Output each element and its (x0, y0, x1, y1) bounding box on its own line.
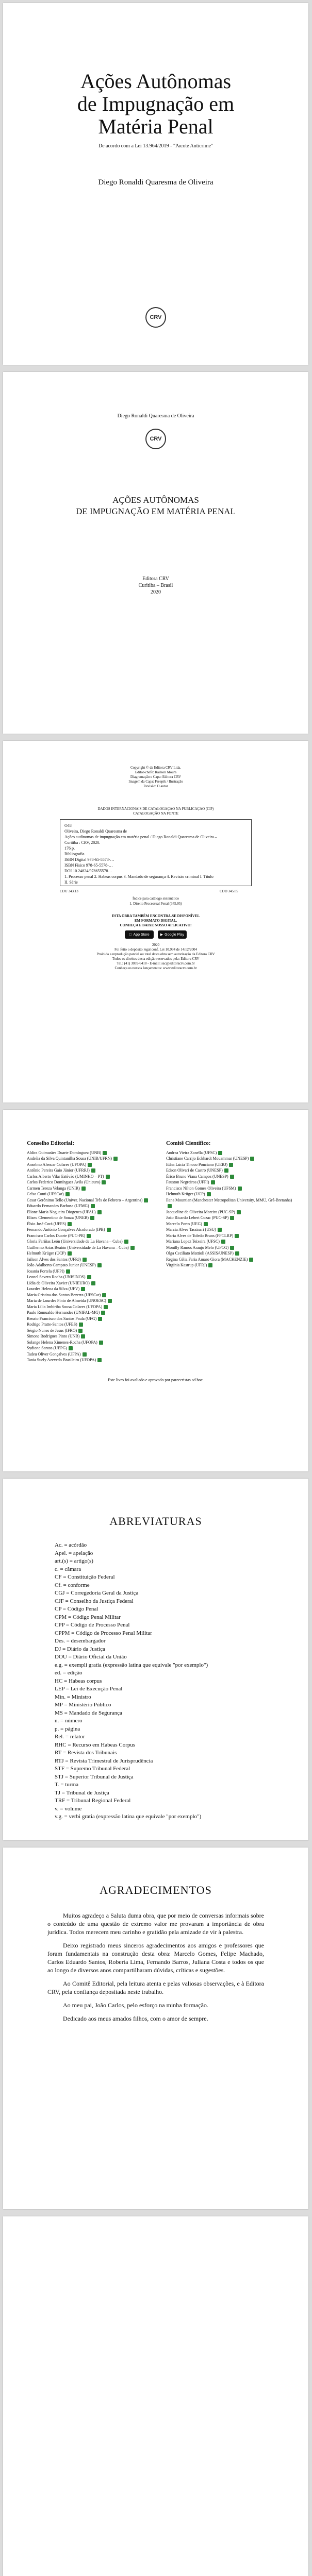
committee-member-name: Edna Lúcia Tinoco Ponciano (UERJ) (166, 1162, 228, 1167)
editorial-member-name: Carlos Federico Domínguez Avila (Unieuro) (27, 1180, 101, 1184)
editorial-member (27, 1203, 156, 1209)
index-line: 1. Direito Processual Penal (345.05) (129, 902, 182, 906)
editorial-member (27, 1321, 156, 1328)
lattes-badge-icon (103, 1151, 107, 1155)
editorial-member-name: Rodrigo Pratte-Santos (UFES) (27, 1322, 77, 1327)
committee-member (166, 1250, 295, 1257)
editorial-member-name: Lourdes Helena da Silva (UFV) (27, 1286, 80, 1291)
editorial-member (27, 1286, 156, 1292)
editorial-member-name: Lídia de Oliveira Xavier (UNIEURO) (27, 1280, 90, 1285)
google-play-label: Google Play (165, 933, 185, 937)
committee-member (166, 1209, 295, 1215)
editorial-board-heading: Conselho Editorial: (27, 1140, 74, 1146)
editorial-member-name: Elione Maria Nogueira Diogenes (UFAL) (27, 1209, 96, 1214)
editorial-board-list (27, 1150, 156, 1363)
lattes-badge-icon (91, 1168, 95, 1173)
editorial-member (27, 1179, 156, 1185)
cip-line: Oliveira, Diego Ronaldi Quaresma de (64, 829, 127, 834)
cip-subheading-line: CATALOGAÇÃO NA FONTE (133, 811, 178, 816)
copyright-page (3, 741, 308, 1103)
editorial-member (27, 1221, 156, 1227)
committee-member (166, 1215, 295, 1221)
committee-column (166, 1141, 295, 1268)
editorial-member-name: Renato Francisco dos Santos Paula (UFG) (27, 1316, 97, 1321)
editorial-member-name: Jailson Alves dos Santos (UFRJ) (27, 1257, 81, 1262)
legal-footer-line: Conheça os nossos lançamentos: www.editoracrv.com.br (114, 966, 197, 970)
peer-review-note: Este livro foi avaliado e aprovado por pareceristas ad hoc. (108, 1378, 204, 1382)
lattes-badge-icon (211, 1180, 215, 1184)
editorial-member (27, 1209, 156, 1215)
editorial-member (27, 1340, 156, 1346)
credit-line: Imagem da Capa: Freepik / Ilustração (128, 779, 183, 784)
editorial-member-name: Cesar Gerônimo Tello (Univer. Nacional Três de Febrero – Argentina) (27, 1197, 143, 1202)
credit-line: Copyright © da Editora CRV Ltda. (130, 766, 181, 770)
editorial-member-name: Gloria Fariñas León (Universidade de La Havana – Cuba) (27, 1239, 123, 1244)
cover-page (3, 3, 308, 365)
abbreviation-item: RT = Revista dos Tribunais (55, 1750, 117, 1756)
lattes-badge-icon (144, 1198, 148, 1202)
committee-member (166, 1174, 295, 1180)
editorial-member (27, 1316, 156, 1322)
committee-member (166, 1156, 295, 1162)
committee-member (166, 1227, 295, 1233)
lattes-badge-icon (81, 1287, 85, 1291)
publisher-logo-text: CRV (150, 314, 162, 320)
editorial-member-name: Elizeu Clementino de Souza (UNEB) (27, 1215, 89, 1220)
committee-member-name: Monilly Ramos Araujo Melo (UFCG) (166, 1245, 229, 1250)
cip-line: O48 (64, 823, 72, 828)
imprint-year: 2020 (151, 589, 161, 595)
committee-member-name: Mariana Lopez Teixeira (UFSC) (166, 1239, 220, 1244)
editorial-member (27, 1268, 156, 1275)
lattes-badge-icon (107, 1228, 111, 1232)
credit-line: Diagramação e Capa: Editora CRV (130, 775, 182, 779)
abbreviation-item: art.(s) = artigo(s) (55, 1558, 93, 1564)
lattes-badge-icon (235, 1251, 239, 1256)
committee-member (166, 1185, 295, 1192)
committee-member-name: Marcelo Porto (UEG) (166, 1221, 202, 1226)
board-page (3, 1110, 308, 1471)
abbreviation-item: STF = Supremo Tribunal Federal (55, 1766, 130, 1772)
abbreviation-item: CPP = Código de Processo Penal (55, 1622, 130, 1628)
editorial-member-name: Francisco Carlos Duarte (PUC-PR) (27, 1233, 86, 1238)
abbreviation-item: n. = número (55, 1718, 83, 1724)
abbreviation-item: RTJ = Revista Trimestral de Jurisprudência (55, 1757, 153, 1764)
abbreviation-item: T. = turma (55, 1782, 79, 1788)
legal-footer-line: Proibida a reprodução parcial ou total desta obra sem autorização da Editora CRV (96, 952, 215, 956)
editorial-member (27, 1333, 156, 1340)
half-title-line: AÇÕES AUTÔNOMAS (112, 495, 199, 505)
play-icon: ▶ (160, 933, 163, 937)
cover-subtitle: De acordo com a Lei 13.964/2019 - "Pacote Anticrime" (98, 143, 214, 149)
committee-member-name: Jacqueline de Oliveira Moreira (PUC-SP) (166, 1209, 235, 1214)
lattes-badge-icon (224, 1168, 228, 1173)
cover-title-line: de Impugnação em (77, 92, 235, 115)
committee-member (166, 1197, 295, 1209)
editorial-member (27, 1357, 156, 1363)
abbreviation-item: CP = Código Penal (55, 1606, 98, 1612)
editorial-member (27, 1274, 156, 1280)
editorial-member-name: Tania Suely Azevedo Brasileiro (UFOPA) (27, 1358, 96, 1362)
committee-member (166, 1257, 295, 1263)
committee-member-name: Marcia Alves Tassinari (USU) (166, 1227, 216, 1232)
editorial-member (27, 1191, 156, 1197)
lattes-badge-icon (68, 1251, 72, 1256)
committee-member-name: João Ricardo Lebert Cozac (PUC-SP) (166, 1215, 229, 1220)
lattes-badge-icon (68, 1222, 72, 1226)
lattes-badge-icon (78, 1329, 83, 1333)
committee-member-name: Ilana Mountian (Manchester Metropolitan University, MMU, Grã-Bretanha) (166, 1197, 292, 1202)
editorial-member-name: Maria de Lourdes Pinto de Almeida (UNOESC) (27, 1298, 106, 1303)
editorial-member (27, 1227, 156, 1233)
abbreviation-item: Ac. = acórdão (55, 1542, 87, 1548)
editorial-member-name: Carmen Tereza Velanga (UNIR) (27, 1185, 80, 1191)
cover-title-line: Matéria Penal (98, 115, 214, 138)
lattes-badge-icon (218, 1151, 222, 1155)
index-heading: Índice para catálogo sistemático (133, 896, 179, 901)
blank-page (3, 2216, 308, 2576)
cip-line: ISBN Digital 978-65-5578-… (64, 857, 114, 862)
cip-line: DOI 10.24824/978655578… (64, 869, 112, 873)
abbreviation-item: DOU = Diário Oficial da União (55, 1654, 127, 1660)
abbreviation-item: CGJ = Corregedoria Geral da Justiça (55, 1590, 139, 1596)
committee-list (166, 1150, 295, 1268)
lattes-badge-icon (91, 1281, 95, 1285)
abbreviation-item: p. = página (55, 1725, 80, 1732)
editorial-member-name: Élsio José Corá (UFFS) (27, 1221, 67, 1226)
imprint-city: Curitiba – Brasil (138, 583, 173, 588)
digital-notice-line: CONHEÇA E BAIXE NOSSO APLICATIVO! (120, 923, 192, 927)
abbreviation-item: MS = Mandado de Segurança (55, 1709, 122, 1716)
lattes-badge-icon (81, 1187, 86, 1191)
cip-line: Bibliografia (64, 852, 85, 856)
lattes-badge-icon (83, 1352, 87, 1357)
editorial-member-name: Anselmo Alencar Colares (UFOPA) (27, 1162, 87, 1167)
imprint-publisher: Editora CRV (142, 576, 169, 582)
editorial-board-column (27, 1141, 156, 1363)
abbreviation-item: MP = Ministério Público (55, 1702, 111, 1708)
acknowledgements-title: AGRADECIMENTOS (100, 1884, 212, 1896)
cover-title (3, 70, 308, 138)
committee-member-name: Christiane Carrijo Eckhardt Mouammar (UNESP) (166, 1156, 249, 1161)
lattes-badge-icon (79, 1323, 83, 1327)
lattes-badge-icon (230, 1246, 234, 1250)
editorial-member-name: Eduardo Fernandes Barbosa (UFMG) (27, 1204, 89, 1208)
cip-line: 1. Processo penal 2. Habeas corpus 3. Mandado de segurança 4. Revisão criminal I. Título (64, 874, 214, 879)
lattes-badge-icon (87, 1275, 91, 1279)
lattes-badge-icon (97, 1358, 102, 1362)
lattes-badge-icon (221, 1240, 225, 1244)
abbreviation-item: HC = Habeas corpus (55, 1677, 102, 1684)
committee-member-name: Francisco Nilton Gomes Oliveira (UFSM) (166, 1185, 236, 1191)
lattes-badge-icon (113, 1157, 118, 1161)
acknowledgement-paragraph: Ao meu pai, João Carlos, pelo esforço na minha formação. (63, 2002, 208, 2009)
editorial-member-name: Sydione Santos (UEPG) (27, 1346, 67, 1350)
lattes-badge-icon (101, 1311, 105, 1315)
lattes-badge-icon (102, 1293, 106, 1297)
editorial-member-name: Antônio Pereira Gaio Júnior (UFRRJ) (27, 1168, 90, 1173)
abbreviation-item: TRF = Tribunal Regional Federal (55, 1798, 131, 1804)
committee-member (166, 1162, 295, 1168)
editorial-member-name: João Adalberto Campato Junior (UNESP) (27, 1263, 96, 1267)
committee-member (166, 1179, 295, 1185)
committee-member (166, 1167, 295, 1174)
editorial-member-name: Paulo Romualdo Hernandes (UNIFAL-MG) (27, 1310, 100, 1315)
abbreviation-item: CJF = Conselho da Justiça Federal (55, 1598, 134, 1604)
committee-member-name: Érico Bruno Viana Campos (UNESP) (166, 1174, 228, 1179)
cip-heading (3, 807, 308, 816)
editorial-member-name: Tadeu Oliver Gonçalves (UFPA) (27, 1351, 81, 1357)
digital-notice (3, 914, 308, 928)
lattes-badge-icon (88, 1163, 92, 1167)
lattes-badge-icon (83, 1258, 87, 1262)
google-play-badge[interactable] (158, 930, 187, 939)
cip-heading-line: DADOS INTERNACIONAIS DE CATALOGAÇÃO NA PUBLICAÇÃO (CIP) (97, 807, 214, 811)
editorial-member-name: Fernando Antônio Gonçalves Alcoforado (IPB) (27, 1227, 105, 1232)
committee-member-name: Edson Olivari de Castro (UNESP) (166, 1168, 223, 1173)
committee-member (166, 1245, 295, 1251)
acknowledgement-paragraph: Dedicado aos meus amados filhos, com o amor de sempre. (63, 2015, 208, 2022)
committee-member (166, 1191, 295, 1197)
editorial-member-name: Celso Conti (UFSCar) (27, 1192, 64, 1196)
lattes-badge-icon (91, 1204, 95, 1208)
lattes-badge-icon (97, 1263, 102, 1267)
lattes-badge-icon (230, 1175, 234, 1179)
editorial-member-name: Aldira Guimarães Duarte Domínguez (UNB) (27, 1150, 102, 1155)
committee-member-name: Andrea Vieira Zanella (UFSC) (166, 1150, 217, 1155)
publisher-logo-text: CRV (150, 436, 162, 442)
lattes-badge-icon (99, 1341, 103, 1345)
cover-title-line: Ações Autônomas (80, 70, 232, 93)
lattes-badge-icon (237, 1210, 241, 1214)
abbreviation-item: Min. = Ministro (55, 1693, 91, 1700)
editorial-member (27, 1156, 156, 1162)
acknowledgement-paragraph: Muitos agradeço a Saluta duma obra, que por meio de conversas informais sobre o conteúdo de uma questão de extremo valor me provaram a importância de obra jurídica. Todos merecem meu carinho e gratidão pela amizade de vir à palestra. (47, 1912, 264, 1936)
abbreviation-item: Rel. = relator (55, 1734, 85, 1740)
editorial-member (27, 1304, 156, 1310)
credit-line: Editor-chefe: Railson Moura (135, 770, 177, 774)
abbreviation-item: TJ = Tribunal de Justiça (55, 1789, 109, 1796)
abbreviation-item: LEP = Lei de Execução Penal (55, 1686, 123, 1692)
editorial-member (27, 1257, 156, 1263)
editorial-member-name: Leonel Severo Rocha (UNISINOS) (27, 1275, 86, 1279)
editorial-member-name: Josania Portela (UFPI) (27, 1268, 64, 1274)
abbreviation-item: ed. = edição (55, 1670, 83, 1676)
editorial-member (27, 1197, 156, 1204)
editorial-member-name: Maria Lília Imbiriba Sousa Colares (UFOPA) (27, 1304, 103, 1309)
legal-footer-line: Foi feito o depósito legal conf. Lei 10.994 de 14/12/2004 (114, 947, 197, 952)
editorial-member-name: Solange Helena Ximenes-Rocha (UFOPA) (27, 1340, 97, 1345)
editorial-member (27, 1292, 156, 1298)
lattes-badge-icon (124, 1240, 128, 1244)
abbreviations-title: ABREVIATURAS (109, 1515, 202, 1528)
abbreviation-item: v. = volume (55, 1805, 82, 1812)
lattes-badge-icon (208, 1263, 212, 1267)
editorial-member (27, 1298, 156, 1304)
lattes-badge-icon (238, 1187, 242, 1191)
editorial-member (27, 1185, 156, 1192)
committee-member-name: Maria Alves de Toledo Bruns (FFCLRP) (166, 1233, 234, 1238)
lattes-badge-icon (130, 1246, 135, 1250)
lattes-badge-icon (250, 1157, 254, 1161)
digital-notice-line: ESTA OBRA TAMBÉM ENCONTRA-SE DISPONÍVEL (111, 914, 200, 918)
acknowledgement-paragraph: Deixo registrado meus sinceros agradecimentos aos amigos e professores que foram fundamentais na construção desta obra: Marcelo Gomes, Felipe Machado, Carlos Eduardo Santos, Roberta Lima, Fernando Barros, Juliana Costa e todos os que ao longo de diversos anos compartilharam dúvidas, críticas e sugestões. (47, 1942, 264, 1974)
app-store-badge[interactable] (125, 930, 154, 939)
acknowledgements-text (47, 1911, 264, 2028)
editorial-member-name: Andréia da Silva Quintanilha Sousa (UNIR/UFRN) (27, 1156, 112, 1161)
abbreviation-item: CF = Constituição Federal (55, 1574, 115, 1580)
legal-footer-line: Todos os direitos desta edição reservados pela: Editora CRV (112, 957, 200, 961)
credit-line: Revisão: O autor (143, 784, 168, 788)
lattes-badge-icon (229, 1163, 233, 1167)
editorial-member-name: Carlos Alberto Vilar Estêvão (UMINHO – PT) (27, 1174, 104, 1179)
abbreviation-item: CPPM = Código de Processo Penal Militar (55, 1630, 152, 1636)
editorial-member (27, 1162, 156, 1168)
committee-member (166, 1239, 295, 1245)
abbreviation-item: DJ = Diário da Justiça (55, 1646, 105, 1652)
abbreviations-list (55, 1541, 261, 1821)
editorial-member (27, 1174, 156, 1180)
lattes-badge-icon (104, 1305, 108, 1309)
cip-line: II. Série (64, 880, 78, 885)
lattes-badge-icon (204, 1222, 208, 1226)
abbreviation-item: Des. = desembargador (55, 1638, 106, 1644)
cip-line: Curitiba : CRV, 2020. (64, 840, 101, 845)
editorial-member (27, 1239, 156, 1245)
committee-member-name: Virgínia Kastrup (UFRJ) (166, 1263, 207, 1267)
lattes-badge-icon (98, 1317, 102, 1321)
abbreviation-item: Apel. = apelação (55, 1550, 93, 1556)
editorial-member (27, 1310, 156, 1316)
abbreviation-item: e.g. = exempli gratia (expressão latina que equivale "por exemplo") (55, 1662, 208, 1668)
half-title-page (3, 372, 308, 734)
apple-icon (129, 933, 132, 937)
editorial-member-name: Helmuth Krüger (UCP) (27, 1251, 66, 1256)
lattes-badge-icon (69, 1346, 73, 1350)
legal-footer-line: Tel.: (41) 3039-6418 - E-mail: sac@editoracrv.com.br (117, 961, 195, 965)
half-title-line: DE IMPUGNAÇÃO EM MATÉRIA PENAL (76, 506, 236, 516)
credits (3, 766, 308, 789)
editorial-member-name: Maria Cristina dos Santos Bezerra (UFSCar) (27, 1292, 101, 1297)
half-title-imprint (3, 575, 308, 596)
cover-author: Diego Ronaldi Quaresma de Oliveira (98, 178, 214, 187)
abbreviation-item: Cf. = conforme (55, 1582, 90, 1588)
editorial-member (27, 1250, 156, 1257)
editorial-member (27, 1233, 156, 1239)
acknowledgements-page (3, 1848, 308, 2209)
cip-line: ISBN Físico 978-65-5578-… (64, 863, 113, 868)
lattes-badge-icon (108, 1299, 112, 1303)
editorial-member (27, 1150, 156, 1156)
lattes-badge-icon (207, 1192, 211, 1196)
abbreviation-item: v.g. = verbi gratia (expressão latina que equivale "por exemplo") (55, 1814, 202, 1820)
cip-line: Ações autônomas de impugnação em matéria penal / Diego Ronaldi Quaresma de Oliveira – (64, 835, 217, 839)
acknowledgement-paragraph: Ao Comitê Editorial, pela leitura atenta e pelas valiosas observações, e à Editora CRV, pela confiança depositada neste trabalho. (47, 1980, 264, 1995)
editorial-member (27, 1351, 156, 1358)
editorial-member-name: Guillermo Arias Beatón (Universidade de La Havana – Cuba) (27, 1245, 129, 1250)
half-title-author: Diego Ronaldi Quaresma de Oliveira (117, 413, 194, 419)
lattes-badge-icon (249, 1258, 253, 1262)
editorial-member (27, 1262, 156, 1268)
abbreviation-item: CPM = Código Penal Militar (55, 1614, 121, 1620)
half-title-title (3, 495, 308, 517)
editorial-member (27, 1167, 156, 1174)
editorial-member-name: Simone Rodrigues Pinto (UNB) (27, 1334, 80, 1338)
lattes-badge-icon (66, 1269, 70, 1274)
editorial-member (27, 1215, 156, 1221)
legal-footer-line: 2020 (152, 943, 159, 947)
lattes-badge-icon (90, 1216, 94, 1220)
publisher-logo (145, 429, 166, 449)
lattes-badge-icon (81, 1334, 85, 1338)
editorial-member (27, 1328, 156, 1334)
abbreviation-item: RHC = Recurso em Habeas Corpus (55, 1741, 136, 1748)
app-store-label: App Store (132, 933, 149, 937)
committee-member (166, 1262, 295, 1268)
lattes-badge-icon (168, 1204, 172, 1208)
abbreviation-item: STJ = Superior Tribunal de Justiça (55, 1773, 134, 1780)
abbreviations-page (3, 1479, 308, 1840)
lattes-badge-icon (97, 1210, 102, 1214)
lattes-badge-icon (218, 1228, 222, 1232)
lattes-badge-icon (235, 1234, 239, 1238)
legal-footer (3, 943, 308, 971)
editorial-member (27, 1345, 156, 1351)
committee-heading: Comitê Científico: (166, 1140, 211, 1146)
abbreviation-item: c. = câmara (55, 1566, 81, 1572)
committee-member (166, 1221, 295, 1227)
editorial-member (27, 1245, 156, 1251)
committee-member-name: Olga Ceciliato Mattioli (ASSIS/UNESP) (166, 1251, 234, 1256)
lattes-badge-icon (102, 1180, 106, 1184)
lattes-badge-icon (65, 1192, 70, 1196)
committee-member-name: Helmuth Krüger (UCP) (166, 1192, 205, 1196)
editorial-member-name: Sérgio Nunes de Jesus (IFRO) (27, 1328, 77, 1333)
cdu-code: CDU 343.13 (60, 889, 78, 893)
lattes-badge-icon (87, 1234, 91, 1238)
lattes-badge-icon (106, 1175, 110, 1179)
digital-notice-line: EM FORMATO DIGITAL. (134, 919, 177, 923)
catalog-record-box (60, 819, 252, 886)
publisher-logo (145, 307, 166, 328)
committee-member-name: Regina Célia Faria Amaro Giora (MACKENZIE) (166, 1257, 248, 1262)
cip-line: 176 p. (64, 846, 75, 851)
committee-member (166, 1150, 295, 1156)
cdd-code: CDD 345.05 (220, 889, 238, 893)
lattes-badge-icon (230, 1216, 234, 1220)
editorial-member (27, 1280, 156, 1286)
committee-member-name: Fauston Negreiros (UFPI) (166, 1180, 209, 1184)
committee-member (166, 1233, 295, 1239)
